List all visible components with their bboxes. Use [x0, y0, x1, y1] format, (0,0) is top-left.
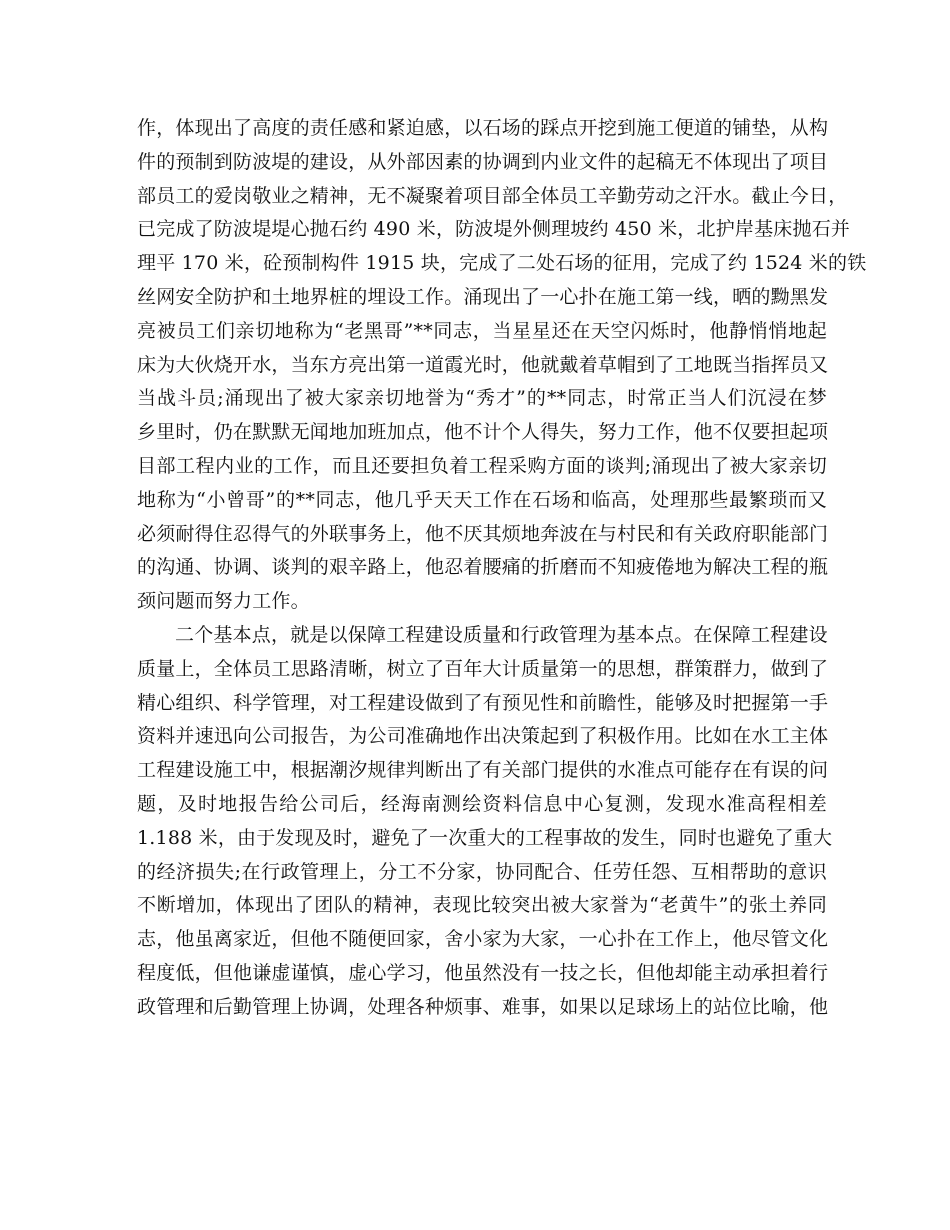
text-line: 不断增加，体现出了团队的精神，表现比较突出被大家誉为“老黄牛”的张土养同: [137, 894, 827, 917]
text-line: 二个基本点，就是以保障工程建设质量和行政管理为基本点。在保障工程建设: [175, 623, 828, 646]
paragraph-2: [137, 619, 833, 1025]
text-line: 目部工程内业的工作，而且还要担负着工程采购方面的谈判;涌现出了被大家亲切: [137, 454, 827, 477]
text-line: 理平 170 米，砼预制构件 1915 块，完成了二处石场的征用，完成了约 1524 米的铁: [137, 252, 867, 275]
document-body: [137, 112, 867, 1025]
text-line: 件的预制到防波堤的建设，从外部因素的协调到内业文件的起稿无不体现出了项目: [137, 150, 829, 173]
text-line: 丝网安全防护和土地界桩的埋设工作。涌现出了一心扑在施工第一线，晒的黝黑发: [137, 285, 829, 308]
text-line: 部员工的爱岗敬业之精神，无不凝聚着项目部全体员工辛勤劳动之汗水。截止今日，: [137, 184, 848, 207]
text-line: 工程建设施工中，根据潮汐规律判断出了有关部门提供的水准点可能存在有误的问: [137, 759, 829, 782]
text-line: 程度低，但他谦虚谨慎，虚心学习，他虽然没有一技之长，但他却能主动承担着行: [137, 961, 829, 984]
text-line: 当战斗员;涌现出了被大家亲切地誉为“秀才”的**同志，时常正当人们沉浸在梦: [137, 387, 827, 410]
text-line: 题，及时地报告给公司后，经海南测绘资料信息中心复测，发现水准高程相差: [137, 792, 827, 815]
text-line: 地称为“小曾哥”的**同志，他几乎天天工作在石场和临高，处理那些最繁琐而又: [137, 488, 827, 511]
text-line: 精心组织、科学管理，对工程建设做到了有预见性和前瞻性，能够及时把握第一手: [137, 691, 829, 714]
text-line: 乡里时，仍在默默无闻地加班加点，他不计个人得失，努力工作，他不仅要担起项: [137, 421, 829, 444]
text-line: 志，他虽离家近，但他不随便回家，舍小家为大家，一心扑在工作上，他尽管文化: [137, 928, 829, 951]
text-line: 资料并速迅向公司报告，为公司准确地作出决策起到了积极作用。比如在水工主体: [137, 725, 829, 748]
text-line: 政管理和后勤管理上协调，处理各种烦事、难事，如果以足球场上的站位比喻，他: [137, 995, 829, 1018]
text-line: 已完成了防波堤堤心抛石约 490 米，防波堤外侧理坡约 450 米，北护岸基床抛石并: [137, 218, 851, 241]
text-line: 颈问题而努力工作。: [137, 590, 310, 613]
text-line: 的沟通、协调、谈判的艰辛路上，他忍着腰痛的折磨而不知疲倦地为解决工程的瓶: [137, 556, 829, 579]
text-line: 质量上，全体员工思路清晰，树立了百年大计质量第一的思想，群策群力，做到了: [137, 657, 829, 680]
text-line: 1.188 米，由于发现及时，避免了一次重大的工程事故的发生，同时也避免了重大: [137, 826, 833, 849]
text-line: 亮被员工们亲切地称为“老黑哥”**同志，当星星还在天空闪烁时，他静悄悄地起: [137, 319, 827, 342]
text-line: 床为大伙烧开水，当东方亮出第一道霞光时，他就戴着草帽到了工地既当指挥员又: [137, 353, 829, 376]
text-line: 作，体现出了高度的责任感和紧迫感，以石场的踩点开挖到施工便道的铺垫，从构: [137, 117, 829, 139]
text-line: 的经济损失;在行政管理上，分工不分家，协同配合、任劳任怨、互相帮助的意识: [137, 860, 827, 883]
text-line: 必须耐得住忍得气的外联事务上，他不厌其烦地奔波在与村民和有关政府职能部门: [137, 522, 829, 545]
paragraph-1: [137, 112, 867, 619]
